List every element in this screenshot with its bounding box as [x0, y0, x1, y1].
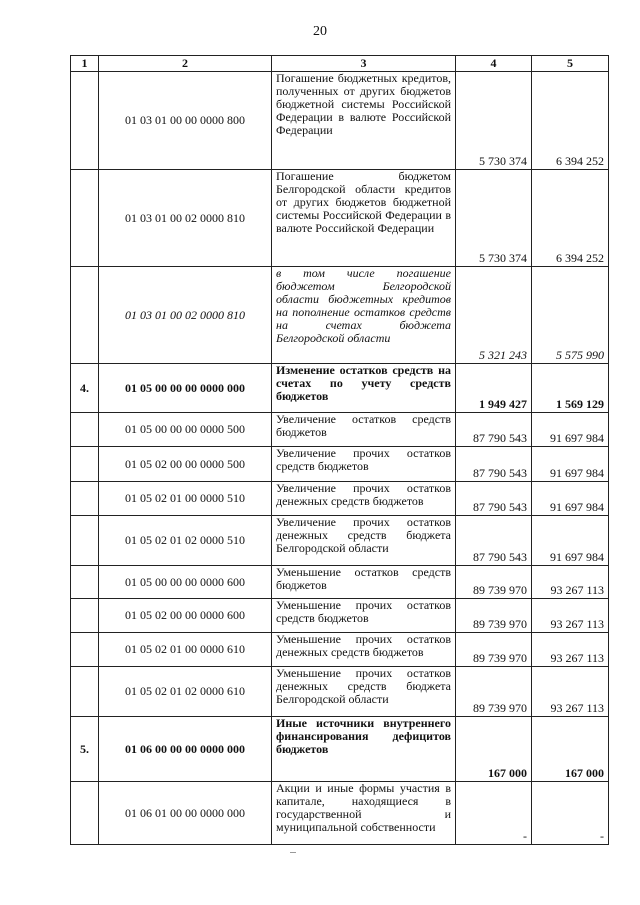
table-row [71, 782, 609, 845]
source-name: Увеличение остатков средств бюджетов [272, 413, 456, 447]
source-name: Акции и иные формы участия в капитале, находящиеся в государственной и муниципальной собственности [272, 782, 456, 845]
budget-code: 01 05 00 00 00 0000 600 [99, 566, 272, 599]
header-col-5: 5 [532, 56, 609, 72]
row-number [71, 413, 99, 447]
budget-code: 01 05 02 01 00 0000 610 [99, 633, 272, 667]
budget-code: 01 05 02 01 02 0000 510 [99, 516, 272, 566]
amount-year-1: 87 790 543 [456, 516, 532, 566]
row-number: 5. [71, 717, 99, 782]
amount-year-2: 93 267 113 [532, 667, 609, 717]
table-row [71, 72, 609, 170]
amount-year-2: 93 267 113 [532, 633, 609, 667]
row-number: 4. [71, 364, 99, 413]
row-number [71, 447, 99, 482]
amount-year-2: 167 000 [532, 717, 609, 782]
table-row [71, 170, 609, 267]
table-row [71, 364, 609, 413]
source-name: Уменьшение прочих остатков средств бюджетов [272, 599, 456, 633]
amount-year-2: 91 697 984 [532, 482, 609, 516]
amount-year-2: 1 569 129 [532, 364, 609, 413]
table-row [71, 516, 609, 566]
row-number [71, 782, 99, 845]
row-number [71, 170, 99, 267]
amount-year-1: 87 790 543 [456, 447, 532, 482]
source-name: Уменьшение прочих остатков денежных средств бюджета Белгородской области [272, 667, 456, 717]
amount-year-2: 5 575 990 [532, 267, 609, 364]
amount-year-1: 5 321 243 [456, 267, 532, 364]
page-number: 20 [313, 24, 327, 39]
source-name: Увеличение прочих остатков денежных средств бюджета Белгородской области [272, 516, 456, 566]
source-name: Изменение остатков средств на счетах по учету средств бюджетов [272, 364, 456, 413]
budget-code: 01 03 01 00 00 0000 800 [99, 72, 272, 170]
header-col-2: 2 [99, 56, 272, 72]
header-col-4: 4 [456, 56, 532, 72]
table-row [71, 267, 609, 364]
amount-year-1: - [456, 782, 532, 845]
amount-year-2: 6 394 252 [532, 72, 609, 170]
row-number [71, 516, 99, 566]
amount-year-1: 87 790 543 [456, 413, 532, 447]
amount-year-2: 91 697 984 [532, 413, 609, 447]
budget-code: 01 05 02 01 00 0000 510 [99, 482, 272, 516]
budget-code: 01 06 01 00 00 0000 000 [99, 782, 272, 845]
header-col-3: 3 [272, 56, 456, 72]
row-number [71, 72, 99, 170]
table-row [71, 566, 609, 599]
table-row [71, 447, 609, 482]
source-name: в том числе погашение бюджетом Белгородской области бюджетных кредитов на пополнение остатков средств на счетах бюджета Белгородской области [272, 267, 456, 364]
budget-code: 01 05 02 01 02 0000 610 [99, 667, 272, 717]
source-name: Уменьшение остатков средств бюджетов [272, 566, 456, 599]
row-number [71, 667, 99, 717]
amount-year-1: 89 739 970 [456, 633, 532, 667]
row-number [71, 267, 99, 364]
budget-code: 01 03 01 00 02 0000 810 [99, 170, 272, 267]
amount-year-2: 91 697 984 [532, 447, 609, 482]
amount-year-2: 6 394 252 [532, 170, 609, 267]
amount-year-2: 93 267 113 [532, 566, 609, 599]
table-row [71, 667, 609, 717]
source-name: Уменьшение прочих остатков денежных средств бюджетов [272, 633, 456, 667]
source-name: Погашение бюджетных кредитов, полученных от других бюджетов бюджетной системы Российской Федерации в валюте Российской Федерации [272, 72, 456, 170]
source-name: Увеличение прочих остатков денежных средств бюджетов [272, 482, 456, 516]
header-col-1: 1 [71, 56, 99, 72]
table-row [71, 599, 609, 633]
row-number [71, 599, 99, 633]
amount-year-1: 89 739 970 [456, 667, 532, 717]
amount-year-1: 5 730 374 [456, 72, 532, 170]
budget-code: 01 05 00 00 00 0000 000 [99, 364, 272, 413]
table-row [71, 717, 609, 782]
row-number [71, 482, 99, 516]
row-number [71, 633, 99, 667]
table-row [71, 482, 609, 516]
amount-year-1: 1 949 427 [456, 364, 532, 413]
amount-year-2: 93 267 113 [532, 599, 609, 633]
table-row [71, 633, 609, 667]
amount-year-1: 87 790 543 [456, 482, 532, 516]
footer-dash-mark [290, 852, 296, 853]
amount-year-2: - [532, 782, 609, 845]
source-name: Погашение бюджетом Белгородской области кредитов от других бюджетов бюджетной системы Российской Федерации в валюте Российской Федерации [272, 170, 456, 267]
amount-year-2: 91 697 984 [532, 516, 609, 566]
budget-code: 01 03 01 00 02 0000 810 [99, 267, 272, 364]
amount-year-1: 5 730 374 [456, 170, 532, 267]
amount-year-1: 89 739 970 [456, 599, 532, 633]
source-name: Увеличение прочих остатков средств бюджетов [272, 447, 456, 482]
table-row [71, 413, 609, 447]
budget-code: 01 05 00 00 00 0000 500 [99, 413, 272, 447]
budget-code: 01 05 02 00 00 0000 500 [99, 447, 272, 482]
row-number [71, 566, 99, 599]
budget-sources-table [70, 55, 609, 845]
amount-year-1: 89 739 970 [456, 566, 532, 599]
budget-code: 01 06 00 00 00 0000 000 [99, 717, 272, 782]
amount-year-1: 167 000 [456, 717, 532, 782]
source-name: Иные источники внутреннего финансирования дефицитов бюджетов [272, 717, 456, 782]
table-header-row [71, 56, 609, 72]
budget-code: 01 05 02 00 00 0000 600 [99, 599, 272, 633]
